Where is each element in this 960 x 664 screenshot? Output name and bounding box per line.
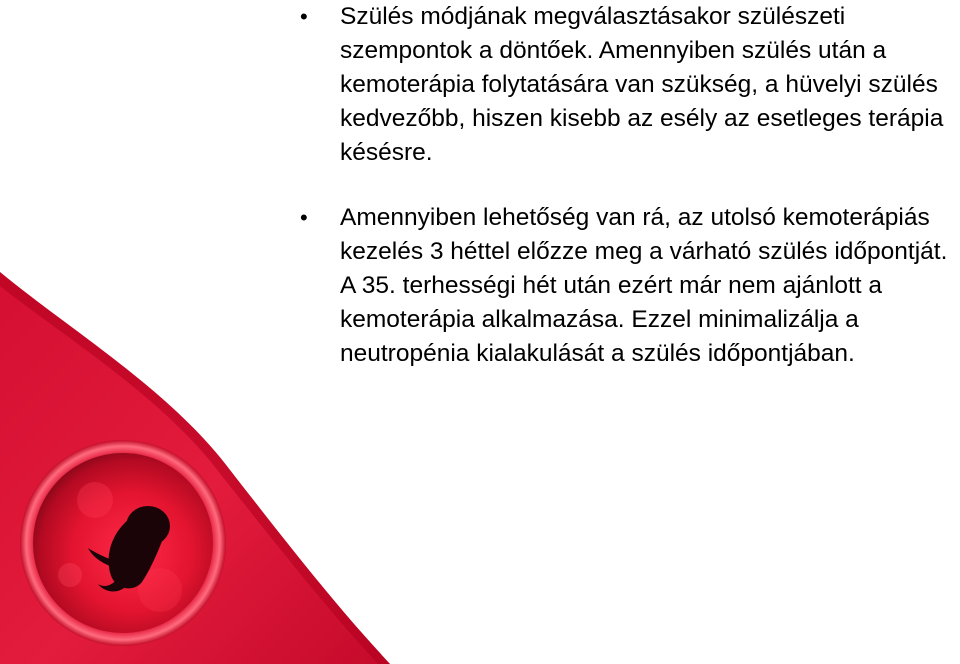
bullet-item-chemotherapy-timing [300,201,950,371]
bullet-marker: • [300,4,308,29]
bullet-list [300,0,950,371]
bullet-text: Szülés módjának megválasztásakor szülészeti szempontok a döntőek. Amennyiben szülés után a kemoterápia folytatására van szükség, a hüvelyi szülés kedvezőbb, hiszen kisebb az esély az esetleges terápia késésre. [340,3,944,166]
bullet-text: Amennyiben lehetőség van rá, az utolsó kemoterápiás kezelés 3 héttel előzze meg a várható szülés időpontját. A 35. terhességi hét után ezért már nem ajánlott a kemoterápia alkalmazása. Ezzel minimalizálja a neutropénia kialakulását a szülés időpontjában. [340,204,948,367]
bullet-item-birth-method [300,0,950,170]
bullet-marker: • [300,205,308,230]
